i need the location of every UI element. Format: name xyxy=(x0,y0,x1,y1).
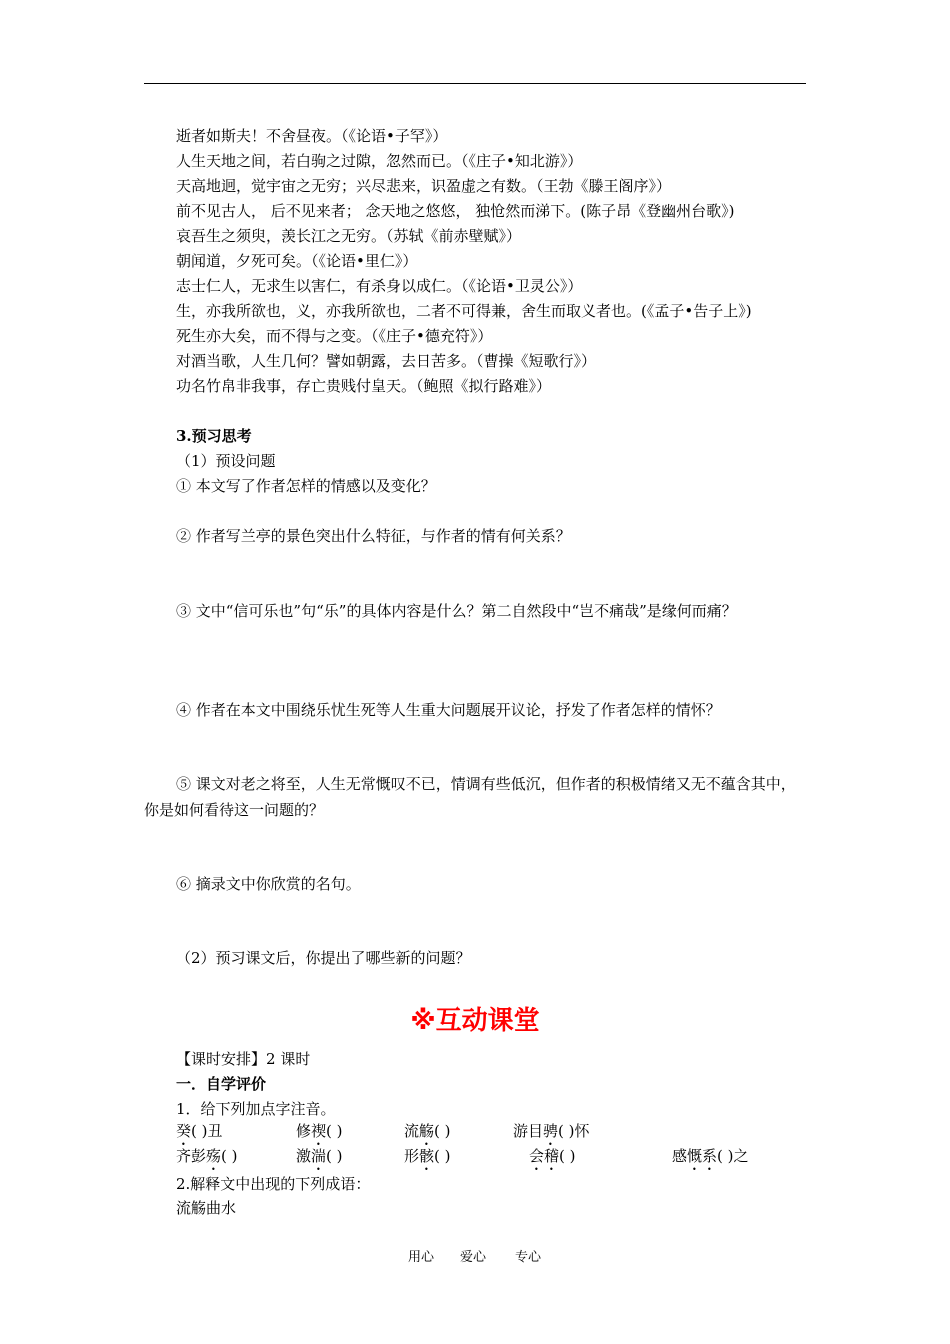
quote-line: 功名竹帛非我事，存亡贵贱付皇天。（鲍照《拟行路难》） xyxy=(176,377,552,395)
section-title-preview: 3.预习思考 xyxy=(176,427,252,445)
pinyin-item: 会稽( ) xyxy=(529,1147,576,1165)
pinyin-row-2 xyxy=(0,1146,950,1168)
section-self-study: 一．自学评价 xyxy=(176,1075,267,1093)
exercise-1-prompt: 1．给下列加点字注音。 xyxy=(176,1100,336,1118)
pinyin-item: 癸( )丑 xyxy=(176,1122,223,1140)
pinyin-item: 齐彭殇( ) xyxy=(176,1147,238,1165)
pinyin-item: 修禊( ) xyxy=(296,1122,343,1140)
question-2: ② 作者写兰亭的景色突出什么特征，与作者的情有何关系？ xyxy=(176,527,571,545)
question-6: ⑥ 摘录文中你欣赏的名句。 xyxy=(176,875,361,893)
quote-line: 前不见古人， 后不见来者； 念天地之悠悠， 独怆然而涕下。(陈子昂《登幽州台歌》) xyxy=(176,202,735,220)
quote-line: 朝闻道，夕死可矣。（《论语•里仁》） xyxy=(176,252,418,270)
schedule-label: 【课时安排】 xyxy=(176,1050,267,1068)
question-5: ⑤ 课文对老之将至，人生无常慨叹不已，情调有些低沉，但作者的积极情绪又无不蕴含其中，你是如何看待这一问题的？ xyxy=(144,775,796,819)
footer-text: 爱心 xyxy=(460,1250,487,1265)
pinyin-item: 感慨系( )之 xyxy=(672,1147,749,1165)
pinyin-item: 流觞( ) xyxy=(404,1122,451,1140)
schedule-line xyxy=(176,1049,310,1069)
quote-line: 生，亦我所欲也，义，亦我所欲也，二者不可得兼，舍生而取义者也。(《孟子•告子上》) xyxy=(176,302,752,320)
quote-line: 志士仁人，无求生以害仁，有杀身以成仁。（《论语•卫灵公》） xyxy=(176,277,583,295)
pinyin-item: 激湍( ) xyxy=(296,1147,343,1165)
quote-line: 哀吾生之须臾，羡长江之无穷。（苏轼《前赤壁赋》） xyxy=(176,227,522,245)
question-4: ④ 作者在本文中围绕乐忧生死等人生重大问题展开议论，抒发了作者怎样的情怀？ xyxy=(176,701,721,719)
pinyin-item: 游目骋( )怀 xyxy=(513,1122,590,1140)
exercise-2-prompt: 2.解释文中出现的下列成语： xyxy=(176,1175,371,1193)
quote-line: 逝者如斯夫！不舍昼夜。（《论语•子罕》） xyxy=(176,127,448,145)
footer-text: 专心 xyxy=(515,1250,542,1265)
idiom-item: 流觞曲水 xyxy=(176,1199,237,1217)
subsection-new-questions: （2）预习课文后，你提出了哪些新的问题？ xyxy=(176,949,471,967)
quote-line: 人生天地之间，若白驹之过隙，忽然而已。（《庄子•知北游》） xyxy=(176,152,583,170)
header-rule xyxy=(144,83,806,84)
pinyin-row-1 xyxy=(0,1121,950,1143)
question-3: ③ 文中“信可乐也”句“乐”的具体内容是什么？第二自然段中“岂不痛哉”是缘何而痛？ xyxy=(176,602,737,620)
quote-line: 对酒当歌，人生几何？譬如朝露，去日苦多。（曹操《短歌行》） xyxy=(176,352,597,370)
question-1: ① 本文写了作者怎样的情感以及变化？ xyxy=(176,477,436,495)
quote-line: 死生亦大矣，而不得与之变。（《庄子•德充符》） xyxy=(176,327,493,345)
subsection-preset-questions: （1）预设问题 xyxy=(176,452,276,470)
pinyin-item: 形骸( ) xyxy=(404,1147,451,1165)
schedule-value: 2 课时 xyxy=(266,1050,311,1068)
footer-text: 用心 xyxy=(408,1250,435,1265)
quote-line: 天高地迥，觉宇宙之无穷；兴尽悲来，识盈虚之有数。（王勃《滕王阁序》） xyxy=(176,177,672,195)
section-heading-interactive: ※互动课堂 xyxy=(410,1006,540,1036)
